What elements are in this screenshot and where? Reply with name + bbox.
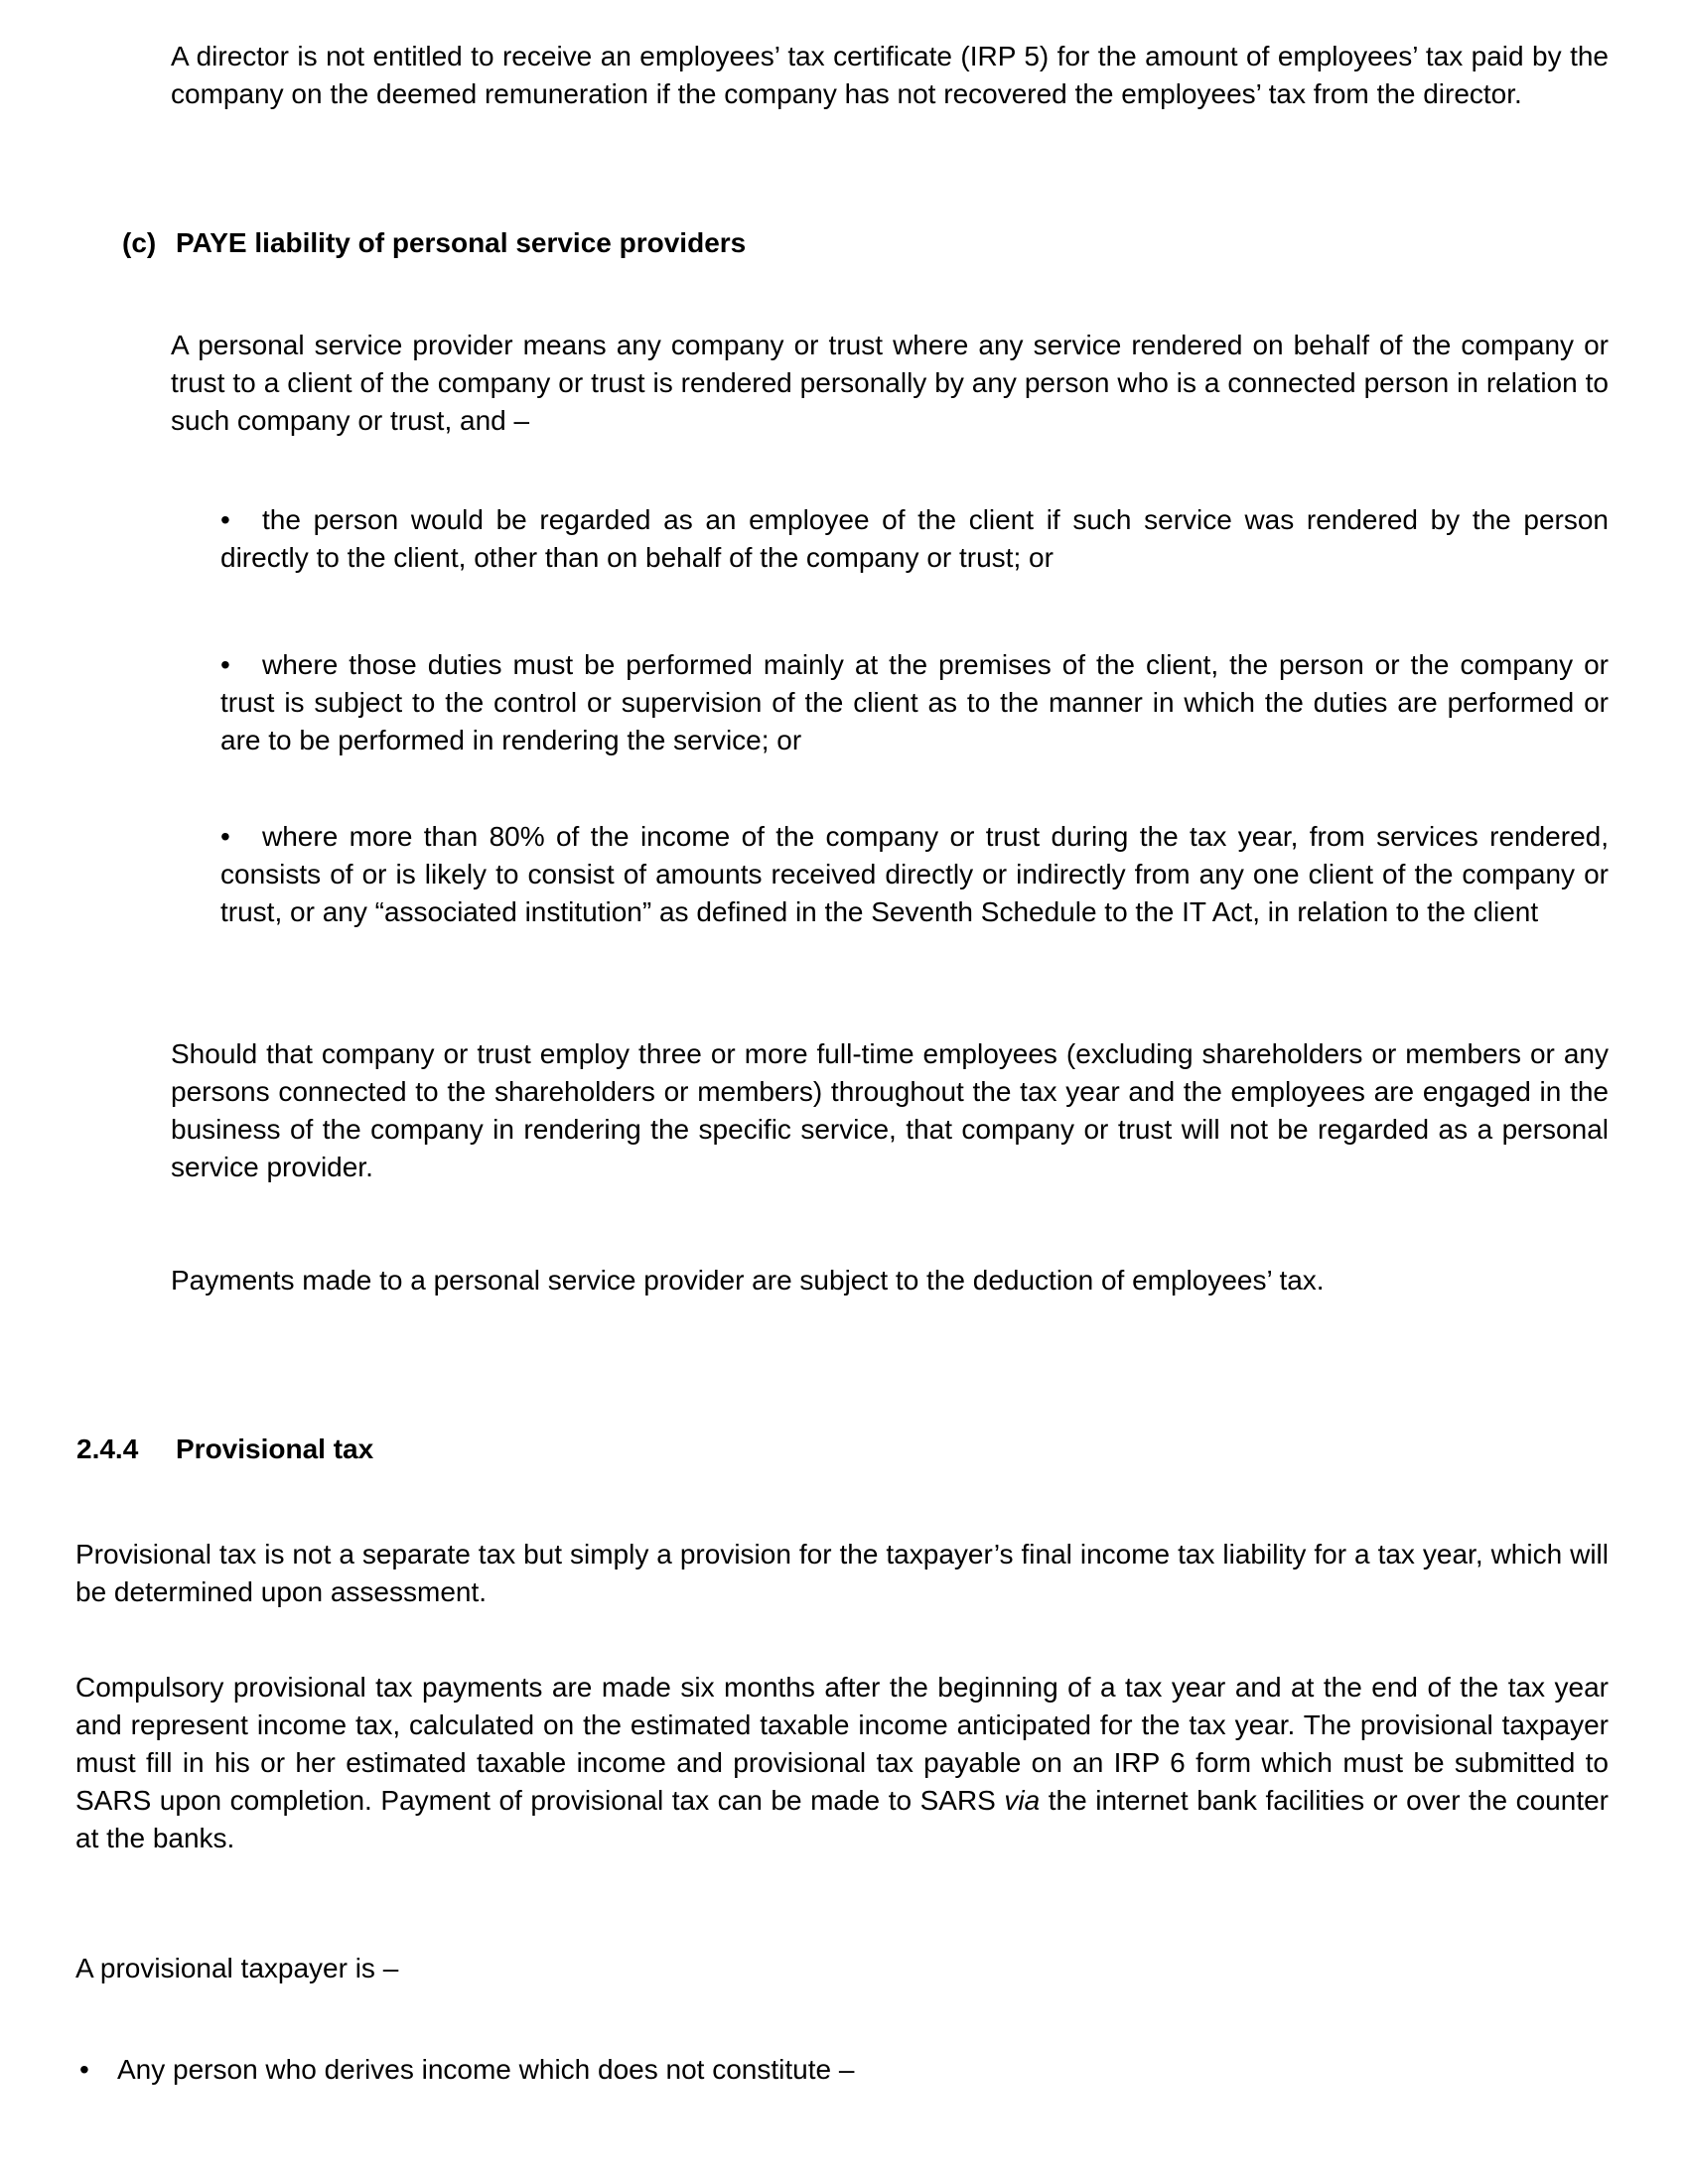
list-item-text: where those duties must be performed mainly at the premises of the client, the person or the company or trust is subject to the control or supervision of the client as to the manner in which the duties are performed or are to be performed in rendering the service; or (220, 649, 1609, 755)
bullet-icon: • (79, 2054, 89, 2085)
paragraph-director-irp5: A director is not entitled to receive an employees’ tax certificate (IRP 5) for the amount of employees’ tax paid by the company on the deemed remuneration if the company has not recovered the employees’ tax from the director. (171, 41, 1609, 109)
paragraph-psp-definition: A personal service provider means any company or trust where any service rendered on behalf of the company or trust to a client of the company or trust is rendered personally by any person who is a connected person in relation to such company or trust, and – (171, 330, 1609, 436)
compulsory-text-via: via (1004, 1785, 1041, 1816)
heading-section-c (122, 224, 746, 262)
list-item-text: Any person who derives income which does not constitute – (117, 2054, 855, 2085)
heading-section-c-label: (c) (122, 227, 157, 258)
heading-section-244 (76, 1431, 373, 1468)
list-item-psp-bullet-1 (220, 501, 1609, 577)
heading-section-244-title: Provisional tax (176, 1433, 374, 1464)
compulsory-text-a: Compulsory provisional tax payments are made six months after the beginning of a tax year and at the end of the tax year and represent income tax, calculated on the estimated taxable income anticipated for the tax year. The provisional taxpayer must fill in his or her estimated taxable income and provisional tax payable on an IRP 6 form which must be submitted to SARS upon completion. Payment of provisional tax can be made to SARS (75, 1672, 1609, 1816)
bullet-icon: • (220, 821, 230, 852)
list-item-provisional-bullet-1 (79, 2051, 1609, 2089)
paragraph-psp-exclusion: Should that company or trust employ three or more full-time employees (excluding shareholders or members or any persons connected to the shareholders or members) throughout the tax year and the employees are engaged in the business of the company in rendering the specific service, that company or trust will not be regarded as a personal service provider. (171, 1038, 1609, 1182)
paragraph-provisional-intro: Provisional tax is not a separate tax but simply a provision for the taxpayer’s final income tax liability for a tax year, which will be determined upon assessment. (75, 1539, 1609, 1607)
list-item-text: where more than 80% of the income of the company or trust during the tax year, from services rendered, consists of or is likely to consist of amounts received directly or indirectly from any one client of the company or trust, or any “associated institution” as defined in the Seventh Schedule to the IT Act, in relation to the client (220, 821, 1609, 927)
heading-section-c-title: PAYE liability of personal service providers (176, 227, 747, 258)
paragraph-psp-payments: Payments made to a personal service provider are subject to the deduction of employees’ tax. (171, 1265, 1325, 1296)
paragraph-compulsory-payments (75, 1669, 1609, 1857)
paragraph-provisional-taxpayer-is: A provisional taxpayer is – (75, 1953, 399, 1983)
bullet-icon: • (220, 649, 230, 680)
compulsory-text-b: the internet bank facilities or over the counter at the banks. (75, 1785, 1609, 1853)
list-item-text: the person would be regarded as an employee of the client if such service was rendered by the person directly to the client, other than on behalf of the company or trust; or (220, 504, 1609, 573)
list-item-psp-bullet-3 (220, 818, 1609, 931)
bullet-icon: • (220, 504, 230, 535)
heading-section-244-number: 2.4.4 (76, 1433, 139, 1464)
list-item-psp-bullet-2 (220, 646, 1609, 759)
